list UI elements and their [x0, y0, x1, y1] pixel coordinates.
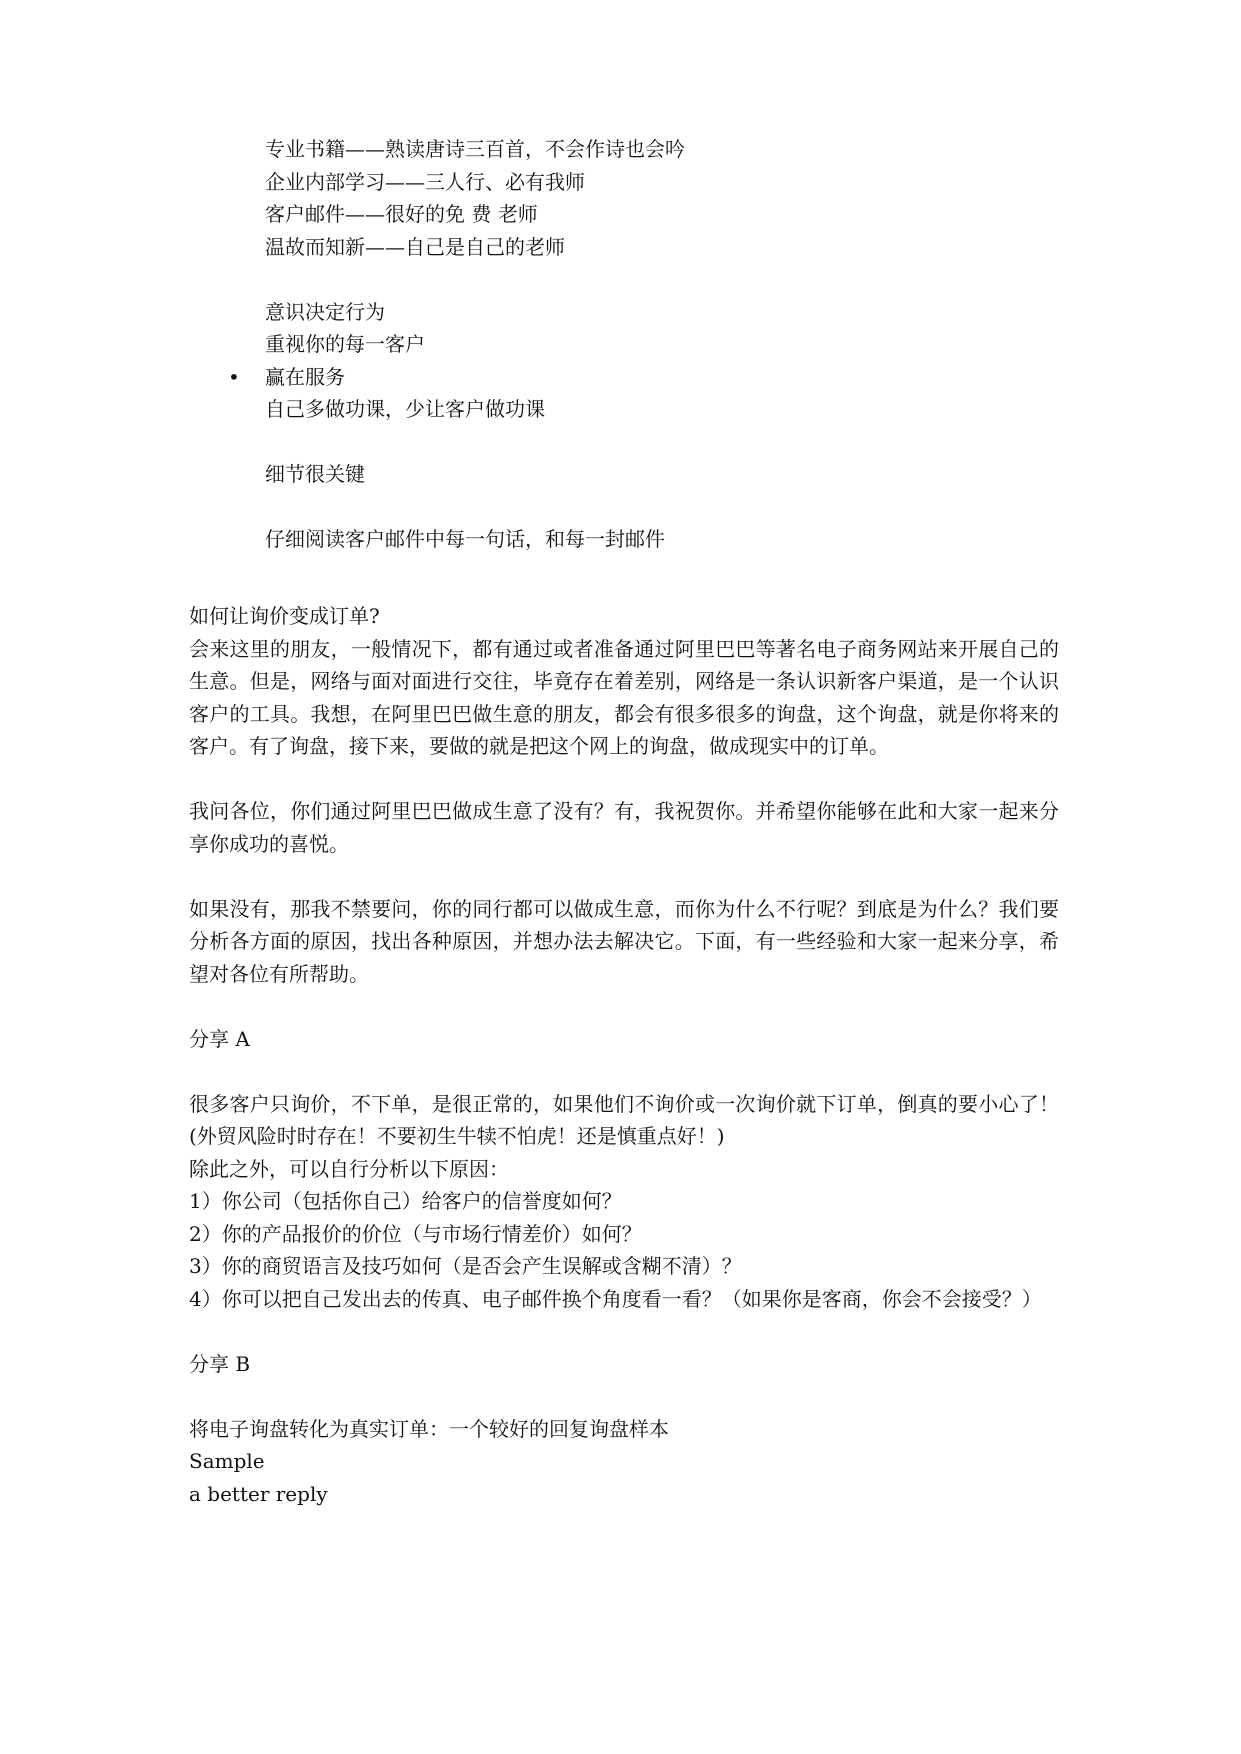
- article-question: 如何让询价变成订单?: [189, 604, 380, 628]
- share-a-para2: 除此之外，可以自行分析以下原因：: [189, 1156, 509, 1181]
- blank-line: [265, 426, 1065, 459]
- blank-line: [189, 763, 1059, 796]
- detail-line: 细节很关键: [265, 462, 365, 486]
- share-b-heading: 分享 B: [189, 1351, 251, 1376]
- value-customer-line: 重视你的每一客户: [265, 332, 425, 356]
- article-intro: 会来这里的朋友，一般情况下，都有通过或者准备通过阿里巴巴等著名电子商务网站来开展自己的生意。但是，网络与面对面进行交往，毕竟存在着差别，网络是一条认识新客户渠道，是一个认识客户的工具。我想，在阿里巴巴做生意的朋友，都会有很多很多的询盘，这个询盘，就是你将来的客户。有了询盘，接下来，要做的就是把这个网上的询盘，做成现实中的订单。: [189, 636, 1059, 758]
- blank-line: [189, 1380, 1059, 1413]
- careful-reading-line: 仔细阅读客户邮件中每一句话，和每一封邮件: [265, 527, 665, 551]
- learning-item-email: 客户邮件——很好的免 费 老师: [265, 202, 538, 226]
- learning-item-books: 专业书籍——熟读唐诗三百首，不会作诗也会吟: [265, 137, 685, 161]
- consciousness-line: 意识决定行为: [265, 299, 385, 324]
- blank-line: [189, 860, 1059, 893]
- learning-list: [265, 133, 1065, 556]
- bullet-icon: •: [228, 364, 240, 389]
- share-a-item-2: 2）你的产品报价的价位（与市场行情差价）如何？: [189, 1221, 642, 1246]
- share-a-item-4: 4）你可以把自己发出去的传真、电子邮件换个角度看一看？（如果你是客商，你会不会接受？）: [189, 1286, 1042, 1311]
- blank-line: [189, 1315, 1059, 1348]
- blank-line: [265, 491, 1065, 524]
- learning-item-internal: 企业内部学习——三人行、必有我师: [265, 169, 585, 194]
- share-b-line1: 将电子询盘转化为真实订单：一个较好的回复询盘样本: [189, 1416, 669, 1441]
- share-b-better-reply: a better reply: [189, 1481, 328, 1506]
- learning-item-review: 温故而知新——自己是自己的老师: [265, 234, 565, 259]
- share-b-sample: Sample: [189, 1449, 265, 1473]
- article-body: [189, 600, 1059, 1510]
- homework-line: 自己多做功课，少让客户做功课: [265, 397, 545, 421]
- service-title: 赢在服务: [265, 364, 345, 389]
- share-a-heading: 分享 A: [189, 1026, 250, 1051]
- article-if-not: 如果没有，那我不禁要问，你的同行都可以做成生意，而你为什么不行呢？到底是为什么？我们要分析各方面的原因，找出各种原因，并想办法去解决它。下面，有一些经验和大家一起来分享，希望对各位有所帮助。: [189, 896, 1059, 986]
- blank-line: [265, 263, 1065, 296]
- blank-line: [189, 1055, 1059, 1088]
- share-a-item-3: 3）你的商贸语言及技巧如何（是否会产生误解或含糊不清）？: [189, 1254, 742, 1278]
- share-a-para1: 很多客户只询价，不下单，是很正常的，如果他们不询价或一次询价就下订单，倒真的要小心了！(外贸风险时时存在！不要初生牛犊不怕虎！还是慎重点好！): [189, 1091, 1059, 1148]
- blank-line: [189, 990, 1059, 1023]
- share-a-item-1: 1）你公司（包括你自己）给客户的信誉度如何？: [189, 1189, 622, 1213]
- article-ask: 我问各位，你们通过阿里巴巴做成生意了没有？有，我祝贺你。并希望你能够在此和大家一起来分享你成功的喜悦。: [189, 799, 1059, 856]
